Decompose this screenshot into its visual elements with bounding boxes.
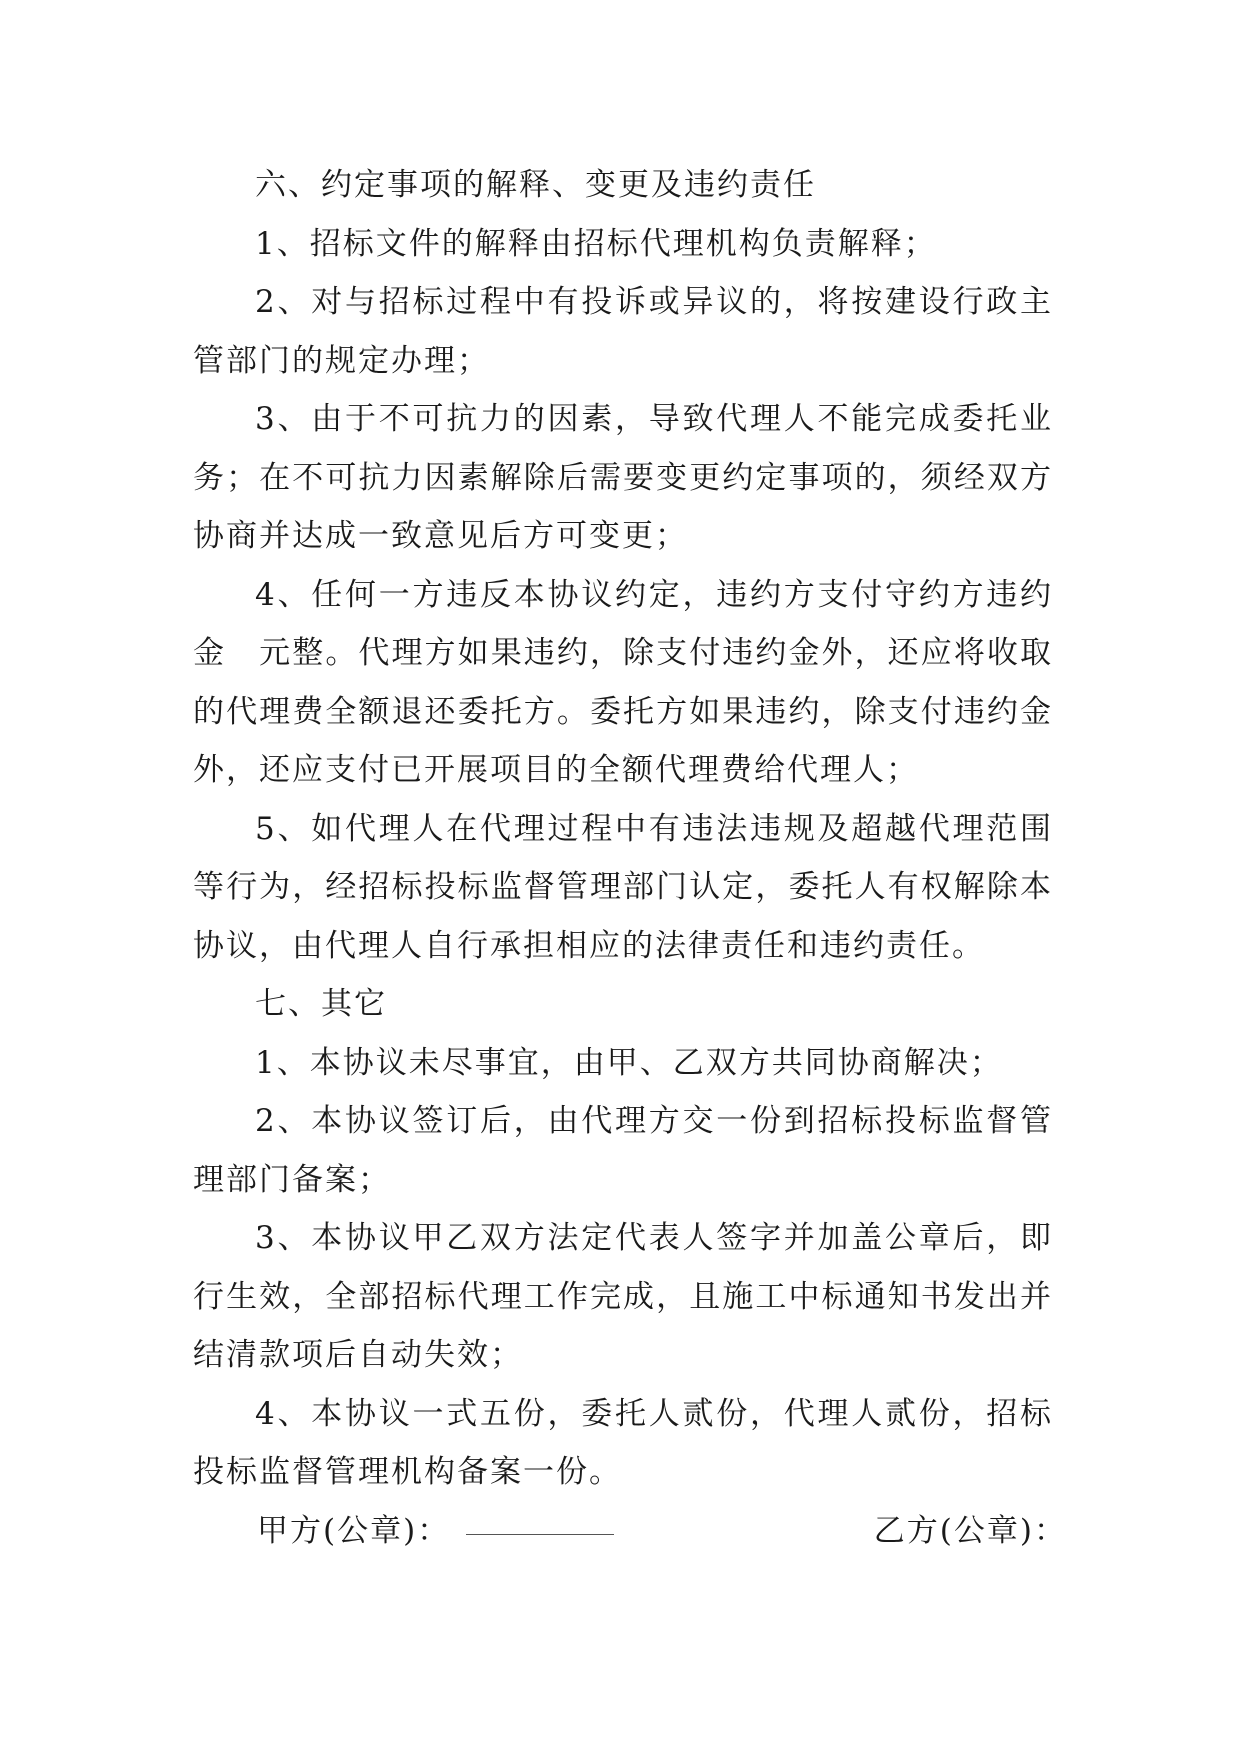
clause-7-1: 1、本协议未尽事宜，由甲、乙双方共同协商解决； (255, 1044, 1003, 1081)
party-a-signature (257, 1502, 614, 1561)
section-heading-seven: 七、其它 (255, 986, 387, 1022)
section-heading-six: 六、约定事项的解释、变更及违约责任 (255, 167, 816, 203)
signature-row (193, 1502, 1067, 1560)
party-a-blank-line (466, 1533, 614, 1535)
party-b-label: 乙方(公章)： (873, 1512, 1067, 1549)
clause-6-4: 4、任何一方违反本协议约定，违约方支付守约方违约金 元整。代理方如果违约，除支付违约金外，还应将收取的代理费全额退还委托方。委托方如果违约，除支付违约金外，还应支付已开展项目的全额代理费给代理人； (193, 576, 1053, 788)
clause-6-3: 3、由于不可抗力的因素，导致代理人不能完成委托业务；在不可抗力因素解除后需要变更约定事项的，须经双方协商并达成一致意见后方可变更； (193, 401, 1053, 554)
clause-6-1: 1、招标文件的解释由招标代理机构负责解释； (255, 225, 937, 262)
clause-6-2: 2、对与招标过程中有投诉或异议的，将按建设行政主管部门的规定办理； (193, 284, 1053, 379)
clause-7-3: 3、本协议甲乙双方法定代表人签字并加盖公章后，即行生效，全部招标代理工作完成，且施工中标通知书发出并结清款项后自动失效； (193, 1220, 1053, 1373)
clause-6-5: 5、如代理人在代理过程中有违法违规及超越代理范围等行为，经招标投标监督管理部门认定，委托人有权解除本协议，由代理人自行承担相应的法律责任和违约责任。 (193, 810, 1053, 964)
clause-7-4: 4、本协议一式五份，委托人贰份，代理人贰份，招标投标监督管理机构备案一份。 (193, 1395, 1053, 1490)
clause-7-2: 2、本协议签订后，由代理方交一份到招标投标监督管理部门备案； (193, 1103, 1053, 1198)
document-body (193, 156, 1067, 1560)
party-a-label: 甲方(公章)： (257, 1512, 451, 1549)
